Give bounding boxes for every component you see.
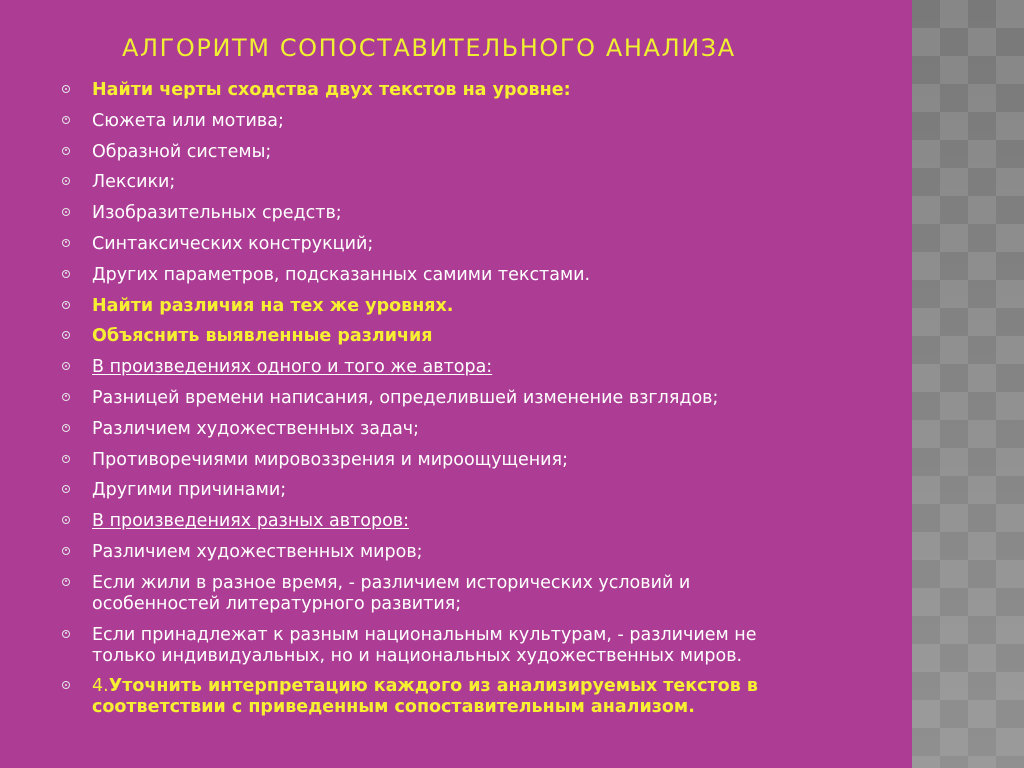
list-item [60, 480, 900, 501]
list-item-number: 4. [92, 676, 109, 697]
bullet-icon [62, 578, 70, 586]
list-item-text-line-2: только индивидуальных, но и национальных художественных миров. [92, 645, 743, 666]
list-item [60, 234, 900, 255]
list-item-text: Лексики; [92, 172, 176, 193]
list-item-text: Сюжета или мотива; [92, 110, 284, 131]
list-item-text: Изобразительных средств; [92, 203, 342, 224]
list-item-text-line-2: особенностей литературного развития; [92, 593, 462, 614]
list-item [60, 388, 900, 409]
list-item [60, 573, 900, 615]
list-item [60, 542, 900, 563]
decorative-side-panel [912, 0, 1024, 768]
list-item [60, 296, 900, 317]
bullet-icon [62, 393, 70, 401]
list-item [60, 111, 900, 132]
list-item-text: Различием художественных задач; [92, 418, 420, 439]
list-item-text: Синтаксических конструкций; [92, 233, 374, 254]
list-item [60, 419, 900, 440]
list-item [60, 625, 900, 667]
list-item [60, 172, 900, 193]
bullet-icon [62, 362, 70, 370]
bullet-icon [62, 116, 70, 124]
list-item-text: Объяснить выявленные различия [92, 326, 433, 347]
bullet-list [60, 80, 900, 728]
list-item-text: Других параметров, подсказанных самими текстами. [92, 264, 591, 285]
list-item-text: В произведениях одного и того же автора: [92, 357, 493, 378]
bullet-icon [62, 424, 70, 432]
bullet-icon [62, 301, 70, 309]
bullet-icon [62, 681, 70, 689]
bullet-icon [62, 208, 70, 216]
list-item-text: Разницей времени написания, определившей изменение взглядов; [92, 387, 719, 408]
list-item-text: Найти черты сходства двух текстов на уровне: [92, 80, 571, 100]
list-item-text-line-1: Если принадлежат к разным национальным культурам, - различием не [92, 624, 757, 645]
list-item [60, 676, 900, 718]
bullet-icon [62, 516, 70, 524]
list-item [60, 357, 900, 378]
list-item-text-line-2: соответствии с приведенным сопоставительным анализом. [92, 697, 695, 718]
list-item [60, 80, 900, 101]
bullet-icon [62, 485, 70, 493]
list-item [60, 203, 900, 224]
list-item [60, 265, 900, 286]
list-item-text-line-1: Уточнить интерпретацию каждого из анализируемых текстов в [108, 676, 758, 697]
bullet-icon [62, 630, 70, 638]
list-item [60, 511, 900, 532]
list-item-text: Образной системы; [92, 141, 272, 162]
list-item-text: Другими причинами; [92, 480, 287, 501]
bullet-icon [62, 455, 70, 463]
bullet-icon [62, 547, 70, 555]
list-item [60, 142, 900, 163]
list-item-text-line-1: Если жили в разное время, - различием исторических условий и [92, 572, 691, 593]
bullet-icon [62, 177, 70, 185]
list-item-text: Различием художественных миров; [92, 541, 423, 562]
list-item-text: Найти различия на тех же уровнях. [92, 295, 454, 316]
list-item-text: Противоречиями мировоззрения и мироощущения; [92, 449, 568, 470]
list-item [60, 326, 900, 347]
slide-title: АЛГОРИТМ СОПОСТАВИТЕЛЬНОГО АНАЛИЗА [122, 34, 736, 62]
bullet-icon [62, 147, 70, 155]
list-item [60, 450, 900, 471]
list-item-text: В произведениях разных авторов: [92, 511, 409, 532]
bullet-icon [62, 331, 70, 339]
bullet-icon [62, 270, 70, 278]
bullet-icon [62, 239, 70, 247]
bullet-icon [62, 85, 70, 93]
